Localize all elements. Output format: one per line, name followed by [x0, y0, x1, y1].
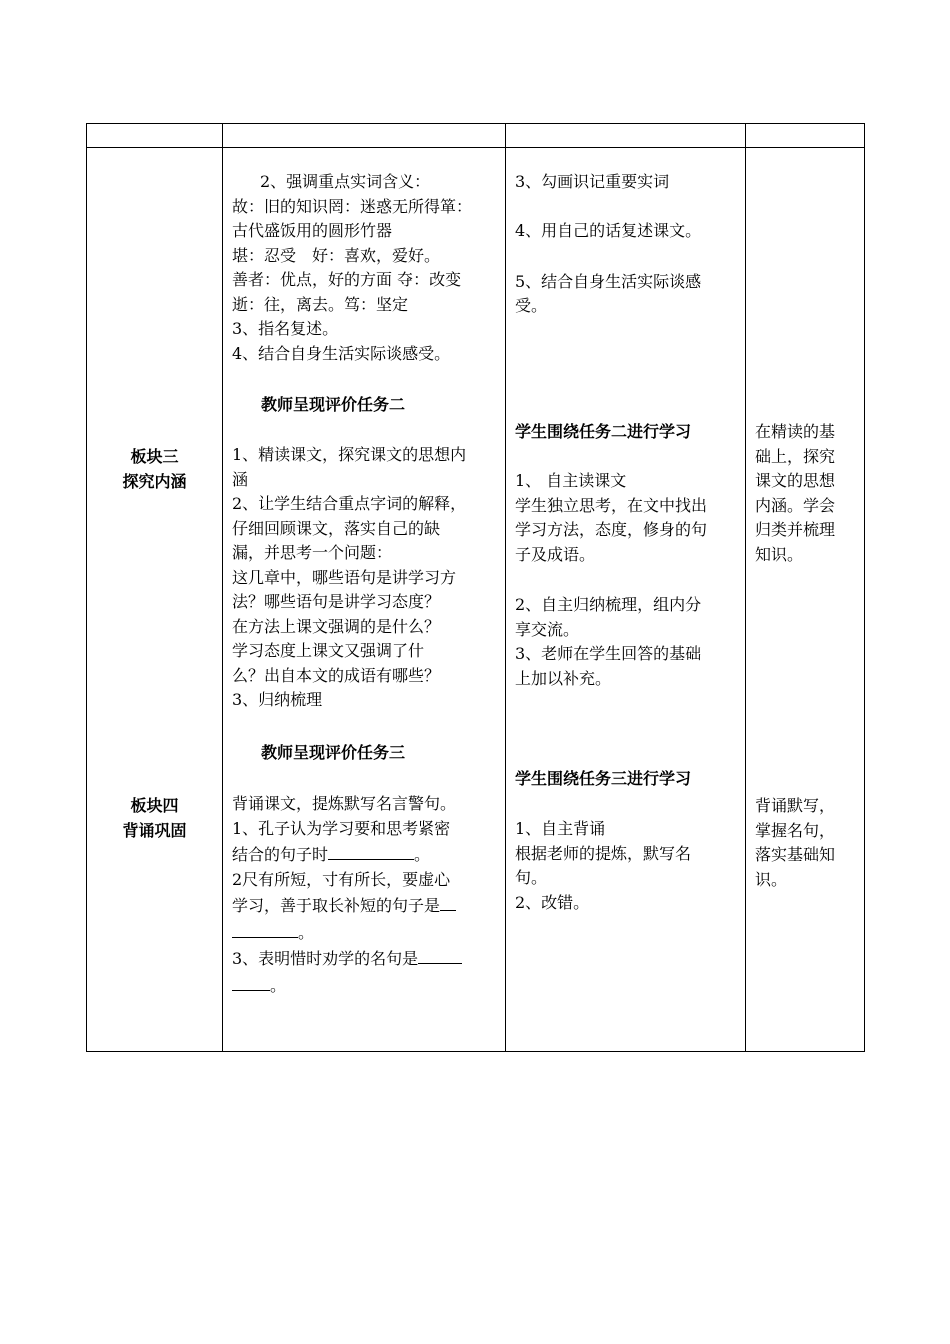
student-line: 1、自主背诵	[515, 819, 606, 838]
question2-blank-start[interactable]	[440, 892, 456, 911]
student-line: 学生独立思考，在文中找出	[515, 496, 708, 515]
question3-blank-start[interactable]	[418, 945, 462, 964]
teacher-line: 涵	[232, 469, 249, 489]
teacher-line: 漏，并思考一个问题：	[232, 543, 393, 562]
question1-blank[interactable]	[328, 841, 414, 860]
student-line: 上加以补充。	[515, 669, 612, 688]
teacher-line: 4、结合自身生活实际谈感受。	[232, 343, 451, 363]
goal-line: 掌握名句，	[755, 820, 836, 840]
goal-line: 归类并梳理	[755, 520, 836, 539]
section4-label	[87, 794, 222, 843]
goal-line: 础上，探究	[755, 446, 836, 466]
goal-block-task2	[755, 420, 835, 567]
table-top-border	[86, 123, 865, 124]
teacher-line: 1、精读课文，探究课文的思想内	[232, 445, 467, 464]
goal-block-task3	[755, 794, 835, 892]
goal-line: 落实基础知	[755, 845, 836, 864]
student-line: 学习方法，态度，修身的句	[515, 520, 708, 539]
goal-line: 课文的思想	[755, 471, 836, 490]
teacher-task2-block	[232, 443, 466, 713]
question3-suffix: 。	[270, 975, 287, 995]
teacher-line: 2、让学生结合重点字词的解释，	[232, 494, 467, 513]
teacher-line: 3、指名复述。	[232, 319, 339, 338]
student-line: 3、老师在学生回答的基础	[515, 644, 702, 663]
section3-subtitle: 探究内涵	[122, 471, 187, 491]
student-line: 1、 自主读课文	[515, 471, 627, 490]
teacher-task3-block	[232, 792, 462, 998]
student-line: 受。	[515, 296, 548, 315]
student-line: 句。	[515, 868, 548, 887]
table-bottom-border	[86, 1051, 865, 1052]
question3-prefix: 3、表明惜时劝学的名句是	[232, 949, 419, 968]
student-task2-heading: 学生围绕任务二进行学习	[515, 422, 692, 441]
question3-line2	[232, 972, 462, 999]
goal-line: 识。	[755, 869, 788, 889]
student-line: 4、用自己的话复述课文。	[515, 221, 702, 240]
goal-line: 知识。	[755, 544, 804, 564]
teacher-task3-heading: 教师呈现评价任务三	[261, 743, 406, 762]
teacher-line: 仔细回顾课文，落实自己的缺	[232, 518, 441, 538]
student-line: 2、自主归纳梳理，组内分	[515, 595, 702, 614]
question1-line1: 1、孔子认为学习要和思考紧密	[232, 818, 451, 838]
question1-line2	[232, 841, 462, 868]
teacher-line: 故：旧的知识罔：迷惑无所得箪：	[232, 196, 473, 216]
question1-suffix: 。	[414, 845, 431, 864]
student-line: 子及成语。	[515, 545, 596, 564]
goal-line: 内涵。学会	[755, 495, 836, 515]
teacher-line: 3、归纳梳理	[232, 690, 323, 709]
question1-prefix: 结合的句子时	[232, 845, 329, 864]
question3-blank-end[interactable]	[232, 972, 270, 991]
teacher-keywords-block	[232, 170, 472, 366]
student-task3-heading: 学生围绕任务三进行学习	[515, 769, 692, 788]
teacher-line: 古代盛饭用的圆形竹器	[232, 221, 393, 240]
student-line: 2、改错。	[515, 893, 590, 912]
section3-label	[87, 445, 222, 494]
teacher-line: 么？出自本文的成语有哪些？	[232, 665, 441, 685]
teacher-line: 堪：忍受 好：喜欢，爱好。	[232, 245, 441, 265]
question2-suffix: 。	[298, 922, 315, 942]
table-col-border-4	[745, 123, 746, 1052]
question2-line2	[232, 892, 462, 919]
student-line: 享交流。	[515, 620, 580, 639]
question2-blank-end[interactable]	[232, 919, 298, 938]
teacher-line: 这几章中，哪些语句是讲学习方	[232, 567, 457, 587]
question2-prefix: 学习，善于取长补短的句子是	[232, 896, 441, 915]
teacher-line: 2、强调重点实词含义：	[260, 172, 431, 191]
student-line: 3、勾画识记重要实词	[515, 172, 670, 191]
question2-line3	[232, 919, 462, 946]
teacher-line: 在方法上课文强调的是什么？	[232, 616, 441, 636]
student-line: 根据老师的提炼，默写名	[515, 844, 692, 863]
section4-title: 板块四	[130, 796, 179, 815]
recite-intro: 背诵课文，提炼默写名言警句。	[232, 794, 457, 813]
table-col-border-2	[222, 123, 223, 1052]
goal-line: 在精读的基	[755, 422, 836, 441]
table-col-border-3	[505, 123, 506, 1052]
teacher-line: 学习态度上课文又强调了什	[232, 641, 425, 660]
section3-title: 板块三	[130, 447, 179, 466]
goal-line: 背诵默写，	[755, 796, 836, 815]
teacher-line: 善者：优点，好的方面 夺：改变	[232, 270, 462, 289]
student-line: 5、结合自身生活实际谈感	[515, 272, 702, 291]
teacher-line: 逝：往，离去。笃：坚定	[232, 294, 409, 314]
question2-line1: 2尺有所短，寸有所长，要虚心	[232, 869, 451, 889]
table-col-border-5	[864, 123, 865, 1052]
teacher-task2-heading: 教师呈现评价任务二	[261, 395, 406, 414]
question3-line1	[232, 945, 462, 972]
table-col-border-1	[86, 123, 87, 1052]
teacher-line: 法？哪些语句是讲学习态度？	[232, 592, 441, 611]
table-header-divider	[86, 147, 865, 148]
section4-subtitle: 背诵巩固	[122, 820, 187, 840]
